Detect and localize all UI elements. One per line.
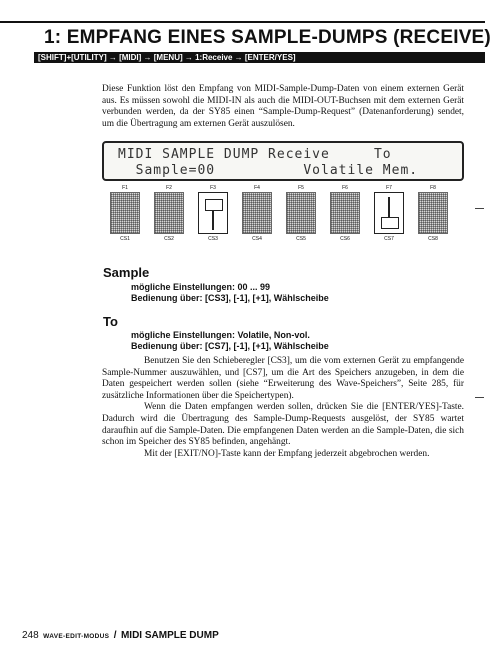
slider-cs8 (418, 192, 448, 234)
slider-cs3 (198, 192, 228, 234)
f-key-label: F4 (254, 185, 260, 191)
f-key-label: F8 (430, 185, 436, 191)
page-title: 1: EMPFANG EINES SAMPLE-DUMPS (RECEIVE) (44, 27, 491, 48)
control-column-4 (242, 185, 272, 242)
slider-cs1 (110, 192, 140, 234)
control-column-8 (418, 185, 448, 242)
slider-cs6 (330, 192, 360, 234)
f-key-label: F6 (342, 185, 348, 191)
cs-label: CS6 (340, 236, 350, 242)
f-key-label: F3 (210, 185, 216, 191)
f-key-label: F5 (298, 185, 304, 191)
margin-mark (475, 397, 484, 398)
cs-label: CS8 (428, 236, 438, 242)
body-text (102, 356, 464, 460)
lcd-display (102, 141, 464, 181)
margin-mark (475, 208, 484, 209)
slider-cap (205, 199, 223, 211)
f-key-label: F2 (166, 185, 172, 191)
lcd-line-1: MIDI SAMPLE DUMP Receive To (118, 147, 392, 162)
control-column-7 (374, 185, 404, 242)
section-heading-sample: Sample (103, 265, 150, 280)
body-paragraph-1: Benutzen Sie den Schieberegler [CS3], um die vom externen Gerät zu empfangende Sample-Nummer auszuwählen, und [CS7], um die Art des Speichers anzugeben, in dem die Daten gespeichert werden sollen (siehe “Erweiterung des Wave-Speichers”, Seite 285, für zusätzliche Informationen über die Speichertypen). (102, 356, 464, 401)
cs-label: CS7 (384, 236, 394, 242)
control-column-2 (154, 185, 184, 242)
cs-label: CS3 (208, 236, 218, 242)
to-control: Bedienung über: [CS7], [-1], [+1], Wählscheibe (131, 341, 329, 351)
f-key-label: F7 (386, 185, 392, 191)
cs-label: CS5 (296, 236, 306, 242)
slider-cs2 (154, 192, 184, 234)
key-path-bar: [SHIFT]+[UTILITY] → [MIDI] → [MENU] → 1:Receive → [ENTER/YES] (34, 52, 485, 63)
cs-label: CS1 (120, 236, 130, 242)
sample-control: Bedienung über: [CS3], [-1], [+1], Wählscheibe (131, 293, 329, 303)
control-column-5 (286, 185, 316, 242)
sample-settings: mögliche Einstellungen: 00 ... 99 (131, 282, 271, 292)
top-rule (0, 21, 485, 23)
slider-track (388, 197, 390, 217)
cs-label: CS2 (164, 236, 174, 242)
footer-section: WAVE-EDIT-MODUS (43, 633, 110, 640)
body-paragraph-3: Mit der [EXIT/NO]-Taste kann der Empfang jederzeit abgebrochen werden. (144, 448, 430, 459)
body-paragraph-2: Wenn die Daten empfangen werden sollen, drücken Sie die [ENTER/YES]-Taste. Dadurch wird die Übertragung des Sample-Dump-Requests ausgelöst, der SY85 wartet daraufhin auf die Sample-Daten. Die empfangenen Daten werden an die Sample-Daten, die sich schon im Speicher des SY85 befinden, angehängt. (102, 402, 464, 448)
section-heading-to: To (103, 314, 118, 329)
lcd-line-2: Sample=00 Volatile Mem. (118, 163, 419, 178)
intro-paragraph: Diese Funktion löst den Empfang von MIDI-Sample-Dump-Daten von einem externen Gerät aus. Es müssen sowohl die MIDI-IN als auch die MIDI-OUT-Buchsen mit dem externen Gerät verbunden werden, da der SY85 einen “Sample-Dump-Request” (Datenanforderung) sendet, um die Übertragung am externen Gerät auszulösen. (102, 84, 464, 129)
slider-cs4 (242, 192, 272, 234)
footer-separator: / (113, 630, 117, 641)
page-number: 248 (22, 630, 39, 641)
slider-track (212, 210, 214, 230)
control-panel (102, 185, 464, 245)
slider-cs7 (374, 192, 404, 234)
f-key-label: F1 (122, 185, 128, 191)
slider-cs5 (286, 192, 316, 234)
to-settings: mögliche Einstellungen: Volatile, Non-vol. (131, 330, 310, 340)
control-column-3 (198, 185, 228, 242)
footer-chapter: MIDI SAMPLE DUMP (120, 630, 219, 641)
slider-cap (381, 217, 399, 229)
control-column-6 (330, 185, 360, 242)
cs-label: CS4 (252, 236, 262, 242)
page-footer (22, 625, 219, 643)
control-column-1 (110, 185, 140, 242)
